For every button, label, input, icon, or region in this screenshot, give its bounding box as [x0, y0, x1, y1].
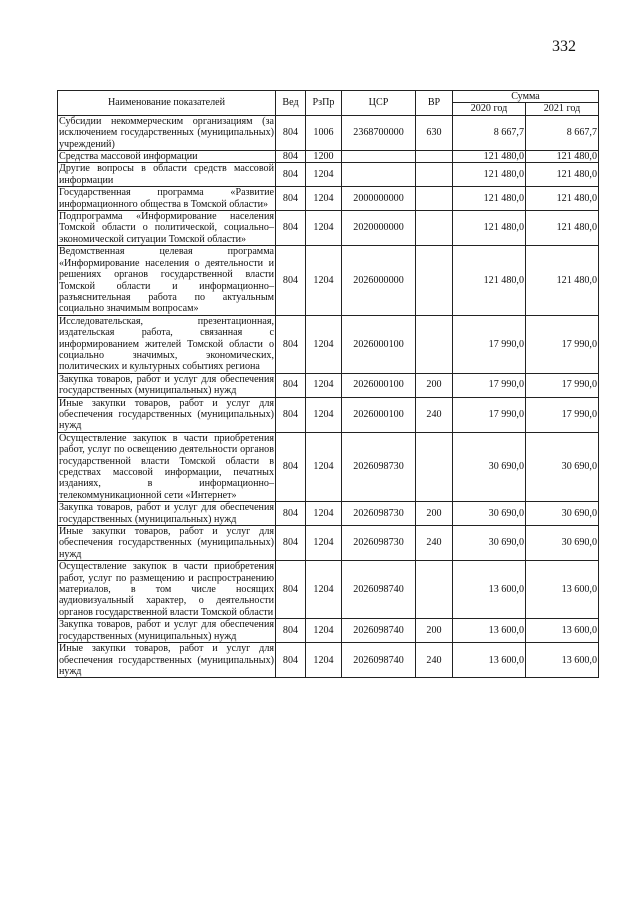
cell-ved: 804 [276, 432, 306, 501]
cell-ved: 804 [276, 643, 306, 678]
cell-sum-2021: 13 600,0 [526, 619, 599, 643]
cell-sum-2021: 17 990,0 [526, 315, 599, 373]
cell-vr: 630 [416, 115, 453, 150]
cell-vr [416, 151, 453, 163]
cell-sum-2021: 13 600,0 [526, 643, 599, 678]
cell-sum-2020: 30 690,0 [453, 432, 526, 501]
cell-csr [342, 163, 416, 187]
cell-sum-2021: 121 480,0 [526, 187, 599, 211]
cell-name: Иные закупки товаров, работ и услуг для обеспечения государственных (муниципальных) нужд [59, 526, 274, 560]
cell-ved: 804 [276, 397, 306, 432]
cell-sum-2020: 17 990,0 [453, 315, 526, 373]
header-year-2021: 2021 год [526, 103, 599, 115]
table-row [58, 432, 599, 501]
cell-sum-2021: 8 667,7 [526, 115, 599, 150]
cell-name: Другие вопросы в области средств массовой информации [59, 163, 274, 186]
cell-sum-2020: 121 480,0 [453, 163, 526, 187]
cell-vr [416, 432, 453, 501]
cell-csr: 2026000100 [342, 315, 416, 373]
cell-ved: 804 [276, 315, 306, 373]
cell-name: Иные закупки товаров, работ и услуг для обеспечения государственных (муниципальных) нужд [59, 643, 274, 677]
cell-sum-2021: 121 480,0 [526, 211, 599, 246]
cell-vr [416, 246, 453, 315]
table-body [58, 115, 599, 678]
cell-sum-2021: 17 990,0 [526, 397, 599, 432]
cell-vr: 200 [416, 502, 453, 526]
cell-name: Иные закупки товаров, работ и услуг для обеспечения государственных (муниципальных) нужд [59, 397, 274, 432]
cell-vr [416, 187, 453, 211]
cell-ved: 804 [276, 163, 306, 187]
cell-csr: 2026098740 [342, 619, 416, 643]
cell-name: Закупка товаров, работ и услуг для обеспечения государственных (муниципальных) нужд [59, 373, 274, 397]
cell-sum-2020: 13 600,0 [453, 643, 526, 678]
cell-sum-2020: 121 480,0 [453, 151, 526, 163]
header-rzpr: РзПр [306, 91, 342, 116]
cell-sum-2020: 17 990,0 [453, 397, 526, 432]
cell-sum-2020: 13 600,0 [453, 619, 526, 643]
cell-name: Ведомственная целевая программа «Информирование населения о деятельности и решениях органов государственной власти Томской области и информационно–разъяснительная работа по актуальным социально значимым вопросам» [59, 246, 274, 315]
cell-sum-2020: 30 690,0 [453, 526, 526, 561]
cell-rzpr: 1204 [306, 373, 342, 397]
header-csr: ЦСР [342, 91, 416, 116]
cell-rzpr: 1204 [306, 246, 342, 315]
budget-table [57, 90, 599, 678]
cell-rzpr: 1204 [306, 397, 342, 432]
cell-vr [416, 315, 453, 373]
table-row [58, 502, 599, 526]
header-vr: ВР [416, 91, 453, 116]
cell-ved: 804 [276, 619, 306, 643]
cell-rzpr: 1200 [306, 151, 342, 163]
cell-csr: 2000000000 [342, 187, 416, 211]
cell-csr: 2026098730 [342, 502, 416, 526]
cell-rzpr: 1204 [306, 643, 342, 678]
table-row [58, 187, 599, 211]
cell-rzpr: 1204 [306, 315, 342, 373]
cell-vr [416, 163, 453, 187]
cell-vr: 240 [416, 643, 453, 678]
table-row [58, 526, 599, 561]
cell-csr: 2026098740 [342, 643, 416, 678]
cell-name: Средства массовой информации [58, 151, 276, 163]
cell-sum-2020: 121 480,0 [453, 211, 526, 246]
cell-sum-2020: 17 990,0 [453, 373, 526, 397]
cell-csr: 2368700000 [342, 115, 416, 150]
cell-sum-2021: 30 690,0 [526, 502, 599, 526]
header-ved: Вед [276, 91, 306, 116]
cell-sum-2020: 13 600,0 [453, 561, 526, 619]
table-row [58, 643, 599, 678]
cell-sum-2021: 121 480,0 [526, 151, 599, 163]
cell-sum-2020: 30 690,0 [453, 502, 526, 526]
cell-name: Государственная программа «Развитие информационного общества в Томской области» [59, 187, 274, 210]
table-row [58, 373, 599, 397]
cell-sum-2020: 121 480,0 [453, 246, 526, 315]
cell-csr: 2026098730 [342, 526, 416, 561]
cell-name: Исследовательская, презентационная, издательская работа, связанная с информированием жителей Томской области о социально значимых, экономических, политических и культурных событиях региона [59, 315, 274, 373]
cell-rzpr: 1204 [306, 187, 342, 211]
table-row [58, 397, 599, 432]
cell-sum-2021: 121 480,0 [526, 246, 599, 315]
cell-name: Закупка товаров, работ и услуг для обеспечения государственных (муниципальных) нужд [59, 502, 274, 525]
cell-rzpr: 1204 [306, 211, 342, 246]
table-row [58, 246, 599, 315]
cell-sum-2021: 30 690,0 [526, 432, 599, 501]
cell-ved: 804 [276, 151, 306, 163]
cell-name: Осуществление закупок в части приобретения работ, услуг по размещению и распространению материалов, в том числе носящих аудиовизуальный характер, о деятельности органов государственной власти Томской области [59, 561, 274, 618]
cell-sum-2021: 17 990,0 [526, 373, 599, 397]
cell-name: Подпрограмма «Информирование населения Томской области о политической, социально–экономической ситуации Томской области» [59, 211, 274, 245]
cell-csr: 2020000000 [342, 211, 416, 246]
cell-rzpr: 1204 [306, 163, 342, 187]
table-row [58, 561, 599, 619]
cell-rzpr: 1204 [306, 619, 342, 643]
cell-vr: 240 [416, 397, 453, 432]
cell-rzpr: 1204 [306, 432, 342, 501]
cell-sum-2020: 121 480,0 [453, 187, 526, 211]
cell-csr [342, 151, 416, 163]
cell-sum-2021: 30 690,0 [526, 526, 599, 561]
header-sum: Сумма [453, 91, 599, 103]
cell-csr: 2026000100 [342, 397, 416, 432]
cell-ved: 804 [276, 211, 306, 246]
cell-ved: 804 [276, 115, 306, 150]
cell-sum-2021: 13 600,0 [526, 561, 599, 619]
cell-sum-2020: 8 667,7 [453, 115, 526, 150]
cell-vr: 200 [416, 619, 453, 643]
cell-name: Осуществление закупок в части приобретения работ, услуг по освещению деятельности органов государственной власти Томской области в средствах массовой информации, печатных изданиях, в информационно–телекоммуникационной сети «Интернет» [59, 432, 274, 501]
cell-rzpr: 1204 [306, 502, 342, 526]
table-row [58, 315, 599, 373]
cell-ved: 804 [276, 246, 306, 315]
cell-csr: 2026000100 [342, 373, 416, 397]
cell-csr: 2026098740 [342, 561, 416, 619]
table-header [58, 91, 599, 116]
cell-name: Субсидии некоммерческим организациям (за исключением государственных (муниципальных) учреждений) [59, 115, 274, 150]
cell-rzpr: 1204 [306, 561, 342, 619]
cell-rzpr: 1006 [306, 115, 342, 150]
cell-ved: 804 [276, 187, 306, 211]
table-row [58, 619, 599, 643]
table-row [58, 151, 599, 163]
table-row [58, 163, 599, 187]
cell-ved: 804 [276, 526, 306, 561]
cell-csr: 2026098730 [342, 432, 416, 501]
page-number: 332 [552, 38, 576, 55]
cell-vr [416, 561, 453, 619]
cell-ved: 804 [276, 561, 306, 619]
cell-vr [416, 211, 453, 246]
header-name: Наименование показателей [58, 91, 276, 116]
header-year-2020: 2020 год [453, 103, 526, 115]
cell-name: Закупка товаров, работ и услуг для обеспечения государственных (муниципальных) нужд [59, 619, 274, 642]
cell-rzpr: 1204 [306, 526, 342, 561]
cell-csr: 2026000000 [342, 246, 416, 315]
cell-sum-2021: 121 480,0 [526, 163, 599, 187]
cell-vr: 200 [416, 373, 453, 397]
cell-ved: 804 [276, 502, 306, 526]
cell-vr: 240 [416, 526, 453, 561]
table-row [58, 211, 599, 246]
cell-ved: 804 [276, 373, 306, 397]
table-row [58, 115, 599, 150]
